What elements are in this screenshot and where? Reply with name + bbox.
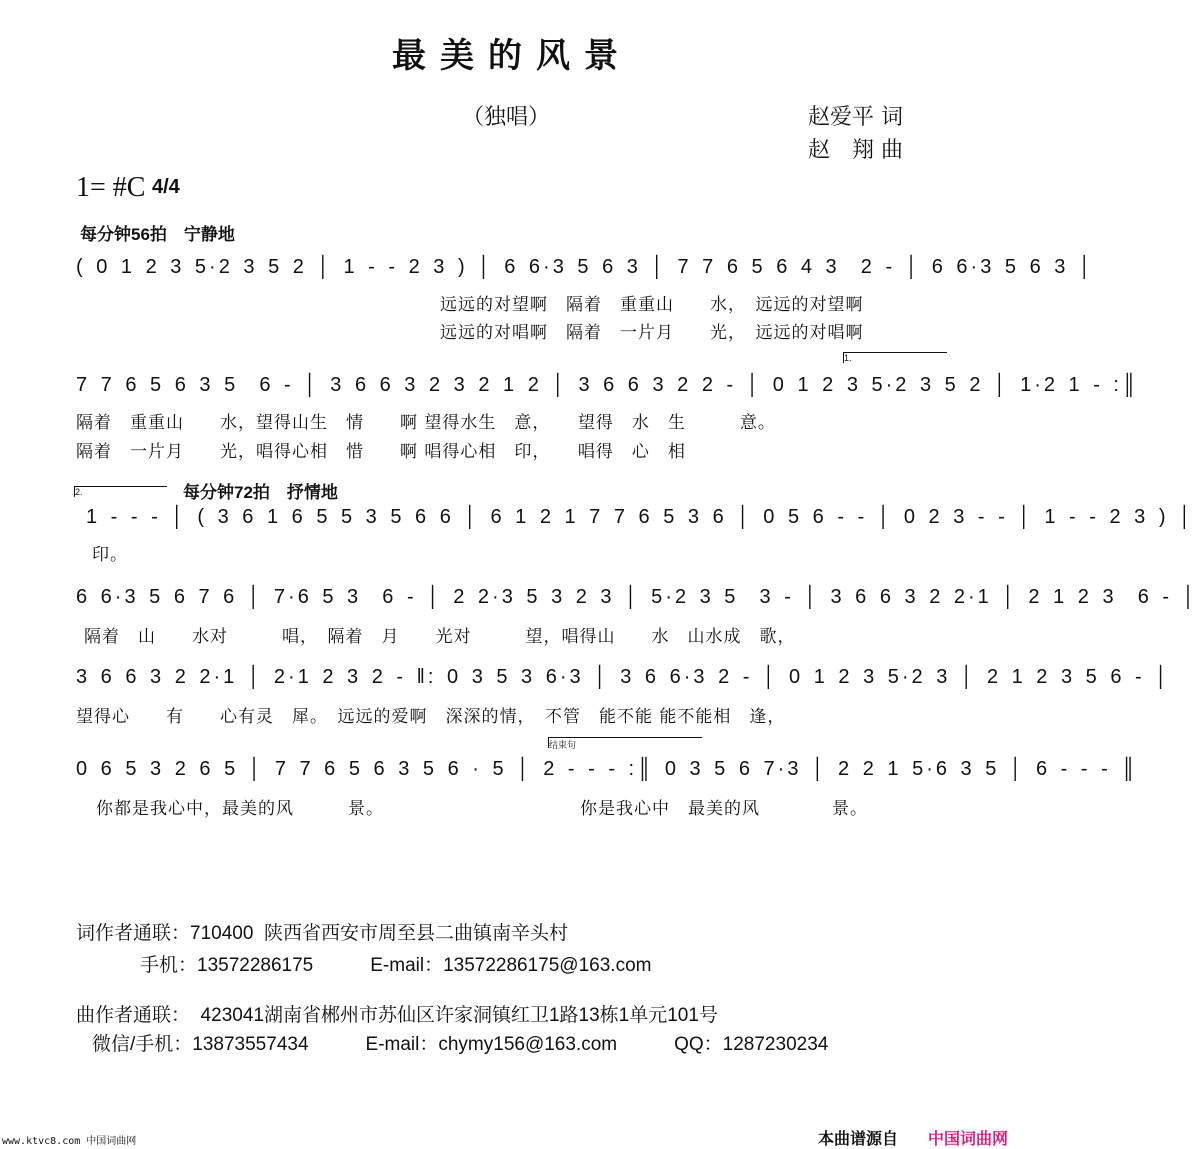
- notation-line-6: 0 6 5 3 2 6 5 │ 7 7 6 5 6 3 5 6 · 5 │ 2 - - - :║ 0 3 5 6 7·3 │ 2 2 1 5·6 3 5 │ 6 - - - ║: [76, 758, 1139, 780]
- notation-line-2: 7 7 6 5 6 3 5 6 - │ 3 6 6 3 2 3 2 1 2 │ 3 6 6 3 2 2 - │ 0 1 2 3 5·2 3 5 2 │ 1·2 1 - :║: [76, 374, 1140, 396]
- lyrics-line-6-a: 你都是我心中，最美的风 景。: [96, 799, 384, 819]
- source-site-link[interactable]: 中国词曲网: [928, 1131, 1009, 1148]
- key-signature: 1= #C: [76, 172, 146, 203]
- lyricist-contact: 词作者通联：710400 陕西省西安市周至县二曲镇南辛头村: [76, 923, 568, 944]
- composer: 赵 翔 曲: [808, 138, 903, 163]
- lyrics-line-2-verse-1: 隔着 重重山 水，望得山生 情 啊 望得水生 意， 望得 水 生 意。: [76, 413, 776, 433]
- ending-phrase-bracket: 结束句: [548, 737, 702, 748]
- lyrics-line-4: 隔着 山 水对 唱， 隔着 月 光对 望，唱得山 水 山水成 歌，: [84, 627, 796, 647]
- lyricist-phone-email: 手机：13572286175 E-mail：13572286175@163.com: [140, 955, 652, 976]
- tempo-marking-2: 每分钟72拍 抒情地: [183, 483, 338, 502]
- lyrics-line-1-verse-2: 远远的对唱啊 隔着 一片月 光， 远远的对唱啊: [440, 323, 864, 343]
- time-signature: 4/4: [152, 176, 180, 198]
- notation-line-3: 1 - - - │ ( 3 6 1 6 5 5 3 5 6 6 │ 6 1 2 1 7 7 6 5 3 6 │ 0 5 6 - - │ 0 2 3 - - │ 1 - - 2 3 ) │: [86, 506, 1195, 528]
- volta-2: 2.: [74, 486, 167, 497]
- notation-line-5: 3 6 6 3 2 2·1 │ 2·1 2 3 2 - ‖: 0 3 5 3 6·3 │ 3 6 6·3 2 - │ 0 1 2 3 5·2 3 │ 2 1 2 3 5 6 - │: [76, 666, 1171, 688]
- notation-line-1: ( 0 1 2 3 5·2 3 5 2 │ 1 - - 2 3 ) │ 6 6·3 5 6 3 │ 7 7 6 5 6 4 3 2 - │ 6 6·3 5 6 3 │: [76, 256, 1095, 278]
- lyricist: 赵爱平 词: [808, 105, 903, 130]
- notation-line-4: 6 6·3 5 6 7 6 │ 7·6 5 3 6 - │ 2 2·3 5 3 2 3 │ 5·2 3 5 3 - │ 3 6 6 3 2 2·1 │ 2 1 2 3 6 - │: [76, 586, 1198, 608]
- tempo-marking-1: 每分钟56拍 宁静地: [80, 225, 235, 244]
- lyrics-line-2-verse-2: 隔着 一片月 光，唱得心相 惜 啊 唱得心相 印， 唱得 心 相: [76, 442, 686, 462]
- composer-phone-email-qq: 微信/手机：13873557434 E-mail：chymy156@163.com QQ：1287230234: [92, 1034, 829, 1055]
- lyrics-line-1-verse-1: 远远的对望啊 隔着 重重山 水， 远远的对望啊: [440, 295, 864, 315]
- song-title: 最美的风景: [392, 36, 632, 76]
- source-label: 本曲谱源自: [818, 1131, 899, 1148]
- lyrics-line-3: 印。: [92, 545, 128, 565]
- lyrics-line-5: 望得心 有 心有灵 犀。 远远的爱啊 深深的情， 不管 能不能 能不能相 逢，: [76, 707, 786, 727]
- lyrics-line-6-b: 你是我心中 最美的风 景。: [580, 799, 868, 819]
- volta-1: 1.: [843, 352, 947, 363]
- website-watermark: www.ktvc8.com 中国词曲网: [2, 1136, 137, 1147]
- performance-type: （独唱）: [462, 105, 551, 130]
- composer-contact: 曲作者通联： 423041湖南省郴州市苏仙区许家洞镇红卫1路13栋1单元101号: [76, 1005, 718, 1026]
